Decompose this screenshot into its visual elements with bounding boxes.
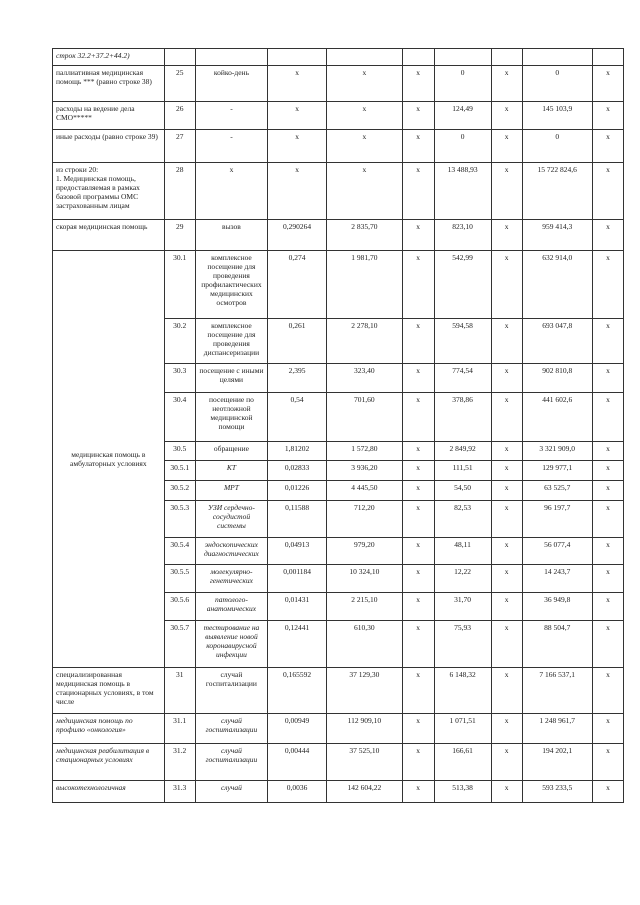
table-cell: 37 129,30 xyxy=(327,668,403,714)
table-cell: 54,50 xyxy=(434,481,491,501)
table-cell: 36 949,8 xyxy=(522,593,592,621)
table-cell: 774,54 xyxy=(434,364,491,393)
table-row xyxy=(53,49,624,66)
table-cell: 14 243,7 xyxy=(522,565,592,593)
table-cell: посещение с иными целями xyxy=(195,364,267,393)
table-cell: койко-день xyxy=(195,66,267,102)
table-cell: х xyxy=(402,251,434,319)
table-cell: х xyxy=(592,668,623,714)
table-cell: х xyxy=(491,744,522,781)
table-cell: 0,00444 xyxy=(268,744,327,781)
table-cell: х xyxy=(268,130,327,163)
table-cell: 30.5.3 xyxy=(164,501,195,538)
table-cell: 323,40 xyxy=(327,364,403,393)
table-cell: х xyxy=(592,442,623,461)
table-cell: х xyxy=(491,442,522,461)
table-cell: х xyxy=(491,621,522,668)
table-cell: 30.5.5 xyxy=(164,565,195,593)
table-cell: 31 xyxy=(164,668,195,714)
table-cell: 0,04913 xyxy=(268,538,327,565)
table-cell: 0,54 xyxy=(268,393,327,442)
table-cell xyxy=(268,49,327,66)
table-cell: 31,70 xyxy=(434,593,491,621)
table-cell: х xyxy=(402,781,434,803)
table-cell: 30.5.6 xyxy=(164,593,195,621)
table-cell: комплексное посещение для проведения профилактических медицинских осмотров xyxy=(195,251,267,319)
table-cell: х xyxy=(491,565,522,593)
table-cell: 0,274 xyxy=(268,251,327,319)
table-cell: 823,10 xyxy=(434,220,491,251)
table-cell: 1,81202 xyxy=(268,442,327,461)
table-cell: случай xyxy=(195,781,267,803)
table-cell: х xyxy=(491,781,522,803)
table-cell: х xyxy=(402,461,434,481)
table-cell: обращение xyxy=(195,442,267,461)
table-cell: случай госпитализации xyxy=(195,668,267,714)
table-cell: х xyxy=(402,593,434,621)
table-cell: х xyxy=(592,565,623,593)
table-cell: 0,0036 xyxy=(268,781,327,803)
table-cell: 0,02833 xyxy=(268,461,327,481)
table-cell: 0,11588 xyxy=(268,501,327,538)
table-cell: х xyxy=(402,163,434,220)
table-cell: х xyxy=(327,163,403,220)
table-cell: 959 414,3 xyxy=(522,220,592,251)
table-cell: 441 602,6 xyxy=(522,393,592,442)
table-cell: 12,22 xyxy=(434,565,491,593)
table-cell: эндоскопических диагностических xyxy=(195,538,267,565)
table-cell: х xyxy=(402,364,434,393)
table-cell: 75,93 xyxy=(434,621,491,668)
table-cell: 3 936,20 xyxy=(327,461,403,481)
table-row xyxy=(53,220,624,251)
table-cell: патолого-анатомических xyxy=(195,593,267,621)
table-cell: х xyxy=(268,66,327,102)
table-cell: 30.2 xyxy=(164,319,195,364)
table-cell: КТ xyxy=(195,461,267,481)
table-cell: х xyxy=(592,481,623,501)
table-cell: - xyxy=(195,102,267,130)
table-row xyxy=(53,668,624,714)
table-cell: х xyxy=(402,668,434,714)
table-cell: х xyxy=(491,66,522,102)
table-cell xyxy=(434,49,491,66)
table-cell: 7 166 537,1 xyxy=(522,668,592,714)
table-cell: 30.5 xyxy=(164,442,195,461)
table-cell: 82,53 xyxy=(434,501,491,538)
table-cell: 2 835,70 xyxy=(327,220,403,251)
table-cell: молекулярно-генетических xyxy=(195,565,267,593)
table-cell: х xyxy=(402,565,434,593)
table-cell: х xyxy=(592,364,623,393)
table-cell: х xyxy=(592,163,623,220)
table-cell: 145 103,9 xyxy=(522,102,592,130)
table-cell: 15 722 824,6 xyxy=(522,163,592,220)
table-cell: 979,20 xyxy=(327,538,403,565)
table-cell: 0 xyxy=(434,66,491,102)
table-cell: х xyxy=(327,66,403,102)
table-cell: 0,165592 xyxy=(268,668,327,714)
table-cell: 0,261 xyxy=(268,319,327,364)
table-cell: х xyxy=(592,461,623,481)
table-cell: 30.5.2 xyxy=(164,481,195,501)
table-body xyxy=(53,49,624,803)
table-cell: 0,01431 xyxy=(268,593,327,621)
table-cell: медицинская помощь по профилю «онкология» xyxy=(53,714,165,744)
table-cell: 0 xyxy=(434,130,491,163)
table-cell: 6 148,32 xyxy=(434,668,491,714)
table-cell: 194 202,1 xyxy=(522,744,592,781)
table-cell: х xyxy=(491,501,522,538)
table-cell: х xyxy=(327,130,403,163)
table-cell: 513,38 xyxy=(434,781,491,803)
table-cell: х xyxy=(402,393,434,442)
table-cell: 0,12441 xyxy=(268,621,327,668)
table-cell: 1 572,80 xyxy=(327,442,403,461)
table-cell: 37 525,10 xyxy=(327,744,403,781)
table-cell: 4 445,50 xyxy=(327,481,403,501)
table-cell: 0,01226 xyxy=(268,481,327,501)
table-cell: х xyxy=(592,130,623,163)
table-cell: х xyxy=(491,538,522,565)
table-cell: х xyxy=(402,714,434,744)
table-cell: 593 233,5 xyxy=(522,781,592,803)
table-cell: х xyxy=(268,102,327,130)
table-cell: 378,86 xyxy=(434,393,491,442)
table-row xyxy=(53,102,624,130)
table-cell: х xyxy=(491,251,522,319)
table-row xyxy=(53,744,624,781)
table-cell: 0,290264 xyxy=(268,220,327,251)
table-cell xyxy=(327,49,403,66)
table-cell: х xyxy=(491,364,522,393)
table-cell: высокотехнологичная xyxy=(53,781,165,803)
table-cell: 902 810,8 xyxy=(522,364,592,393)
table-cell: случай госпитализации xyxy=(195,744,267,781)
table-cell xyxy=(522,49,592,66)
table-cell: х xyxy=(491,481,522,501)
table-cell: 712,20 xyxy=(327,501,403,538)
table-cell: х xyxy=(195,163,267,220)
table-cell: х xyxy=(592,538,623,565)
table-cell: х xyxy=(402,501,434,538)
table-cell: вызов xyxy=(195,220,267,251)
table-row xyxy=(53,163,624,220)
table-row xyxy=(53,66,624,102)
table-cell: 3 321 909,0 xyxy=(522,442,592,461)
table-cell: посещение по неотложной медицинской помощи xyxy=(195,393,267,442)
table-cell: 30.5.1 xyxy=(164,461,195,481)
table-cell: 0,001184 xyxy=(268,565,327,593)
table-cell: 63 525,7 xyxy=(522,481,592,501)
table-cell: комплексное посещение для проведения диспансеризации xyxy=(195,319,267,364)
table-cell: х xyxy=(402,102,434,130)
table-cell: из строки 20: 1. Медицинская помощь, предоставляемая в рамках базовой программы ОМС застрахованным лицам xyxy=(53,163,165,220)
table-cell: иные расходы (равно строке 39) xyxy=(53,130,165,163)
table-cell: х xyxy=(402,130,434,163)
table-cell: 142 604,22 xyxy=(327,781,403,803)
table-cell: х xyxy=(491,461,522,481)
table-cell: х xyxy=(491,319,522,364)
table-row xyxy=(53,251,624,319)
table-cell: 30.5.4 xyxy=(164,538,195,565)
table-cell: 31.2 xyxy=(164,744,195,781)
table-cell: 28 xyxy=(164,163,195,220)
table-cell: х xyxy=(402,66,434,102)
table-cell: х xyxy=(402,744,434,781)
table-cell: 30.4 xyxy=(164,393,195,442)
table-cell: х xyxy=(491,220,522,251)
table-cell: тестирование на выявление новой коронавирусной инфекции xyxy=(195,621,267,668)
table-cell: х xyxy=(491,593,522,621)
table-cell: х xyxy=(592,319,623,364)
table-cell: 48,11 xyxy=(434,538,491,565)
table-cell: 129 977,1 xyxy=(522,461,592,481)
table-cell: х xyxy=(592,501,623,538)
table-cell: скорая медицинская помощь xyxy=(53,220,165,251)
table-cell: 0 xyxy=(522,66,592,102)
table-cell: 112 909,10 xyxy=(327,714,403,744)
table-cell: х xyxy=(402,538,434,565)
table-cell: 31.3 xyxy=(164,781,195,803)
table-cell: 610,30 xyxy=(327,621,403,668)
table-cell: х xyxy=(402,442,434,461)
table-cell: 632 914,0 xyxy=(522,251,592,319)
table-cell xyxy=(195,49,267,66)
table-cell: 10 324,10 xyxy=(327,565,403,593)
table-cell: 25 xyxy=(164,66,195,102)
table-cell: 693 047,8 xyxy=(522,319,592,364)
table-cell: случай госпитализации xyxy=(195,714,267,744)
table-row xyxy=(53,781,624,803)
table-cell: х xyxy=(592,593,623,621)
table-cell: строк 32.2+37.2+44.2) xyxy=(53,49,165,66)
table-cell: - xyxy=(195,130,267,163)
table-cell: 30.1 xyxy=(164,251,195,319)
table-cell: х xyxy=(592,102,623,130)
table-cell: х xyxy=(491,102,522,130)
table-cell: х xyxy=(402,621,434,668)
table-cell: 1 071,51 xyxy=(434,714,491,744)
table-cell: х xyxy=(592,621,623,668)
table-cell: х xyxy=(592,744,623,781)
table-cell: 26 xyxy=(164,102,195,130)
table-cell: х xyxy=(592,714,623,744)
table-cell: 2 215,10 xyxy=(327,593,403,621)
table-row xyxy=(53,130,624,163)
table-cell: х xyxy=(402,319,434,364)
table-cell: х xyxy=(268,163,327,220)
table-cell: 0 xyxy=(522,130,592,163)
table-cell: 2,395 xyxy=(268,364,327,393)
table-cell: УЗИ сердечно-сосудистой системы xyxy=(195,501,267,538)
table-cell: х xyxy=(592,781,623,803)
table-cell: 96 197,7 xyxy=(522,501,592,538)
table-cell: 2 849,92 xyxy=(434,442,491,461)
table-cell: х xyxy=(491,668,522,714)
table-cell: паллиативная медицинская помощь *** (равно строке 38) xyxy=(53,66,165,102)
table-cell: 594,58 xyxy=(434,319,491,364)
merged-row-label: медицинская помощь в амбулаторных условиях xyxy=(53,251,165,668)
table-cell: 29 xyxy=(164,220,195,251)
table-cell: МРТ xyxy=(195,481,267,501)
table-cell: специализированная медицинская помощь в стационарных условиях, в том числе xyxy=(53,668,165,714)
table-cell: х xyxy=(491,714,522,744)
table-cell: х xyxy=(592,220,623,251)
table-cell: 56 077,4 xyxy=(522,538,592,565)
table-cell xyxy=(491,49,522,66)
table-cell: расходы на ведение дела СМО***** xyxy=(53,102,165,130)
table-cell: 1 981,70 xyxy=(327,251,403,319)
table-cell: 31.1 xyxy=(164,714,195,744)
table-cell: х xyxy=(402,220,434,251)
table-cell: 88 504,7 xyxy=(522,621,592,668)
table-cell: х xyxy=(592,251,623,319)
table-cell: х xyxy=(592,393,623,442)
table-cell: х xyxy=(592,66,623,102)
table-cell: 13 488,93 xyxy=(434,163,491,220)
table-cell: 27 xyxy=(164,130,195,163)
table-cell: х xyxy=(402,481,434,501)
table-row xyxy=(53,714,624,744)
table-cell: х xyxy=(491,130,522,163)
table-cell: 30.5.7 xyxy=(164,621,195,668)
table-cell: 2 278,10 xyxy=(327,319,403,364)
tariff-table xyxy=(52,48,624,803)
table-cell: х xyxy=(491,393,522,442)
table-cell: 1 248 961,7 xyxy=(522,714,592,744)
table-cell: 0,00949 xyxy=(268,714,327,744)
table-cell: 111,51 xyxy=(434,461,491,481)
table-cell: х xyxy=(491,163,522,220)
table-cell xyxy=(592,49,623,66)
table-cell: 30.3 xyxy=(164,364,195,393)
table-cell xyxy=(402,49,434,66)
table-cell: медицинская реабилитация в стационарных условиях xyxy=(53,744,165,781)
table-cell xyxy=(164,49,195,66)
table-cell: 701,60 xyxy=(327,393,403,442)
table-cell: 166,61 xyxy=(434,744,491,781)
table-cell: 124,49 xyxy=(434,102,491,130)
table-cell: 542,99 xyxy=(434,251,491,319)
table-cell: х xyxy=(327,102,403,130)
